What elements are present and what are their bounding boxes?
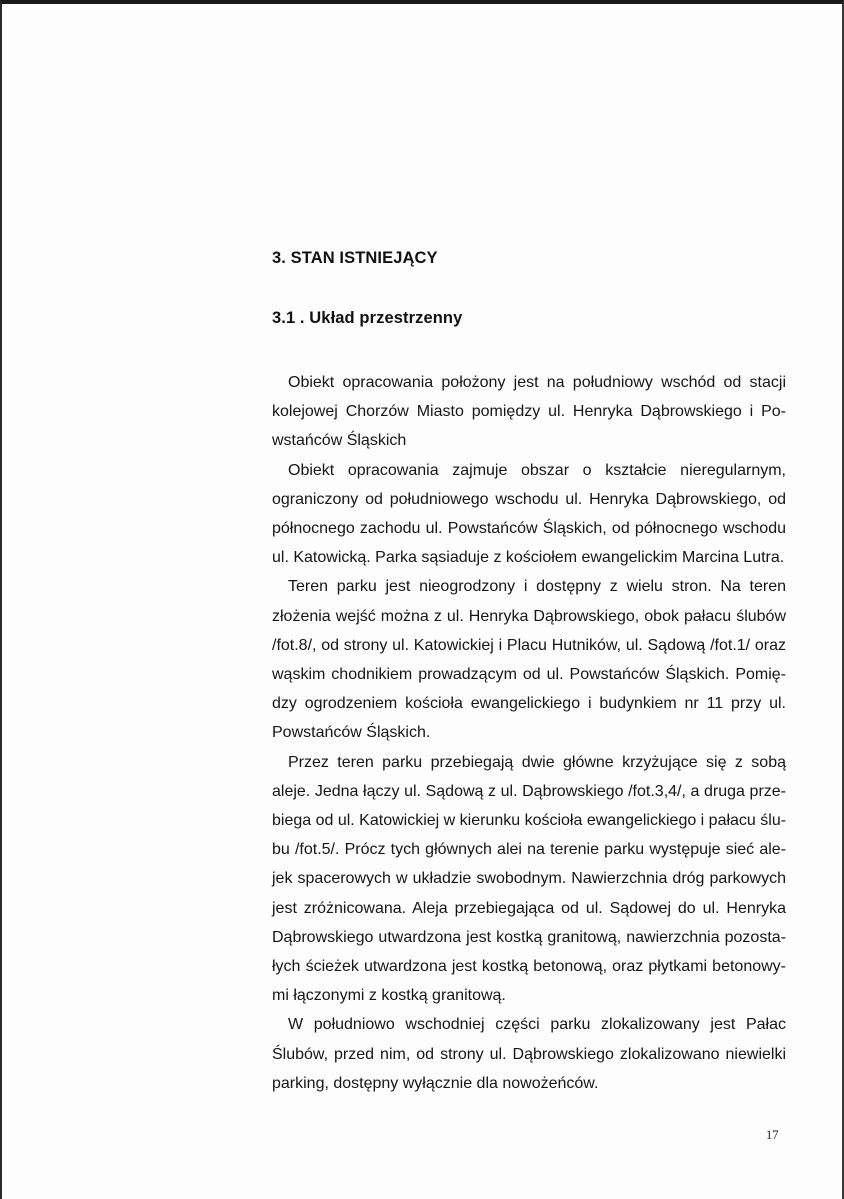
text-line: ul. Katowicką. Parka sąsiaduje z kościołem ewangelickim Marcina Lutra. — [272, 549, 785, 567]
text-line: północnego zachodu ul. Powstańców Śląskich, od północnego wschodu — [272, 520, 786, 538]
text-line: wstańców Śląskich — [272, 432, 407, 450]
paragraph-5 — [272, 1010, 786, 1098]
paragraph-4 — [272, 748, 786, 1011]
text-line: Przez teren parku przebiegają dwie główne krzyżujące się z sobą — [288, 753, 786, 771]
text-line: bu /fot.5/. Prócz tych głównych alei na terenie parku występuje sieć ale- — [272, 841, 786, 859]
subsection-heading: 3.1 . Układ przestrzenny — [272, 309, 463, 327]
text-line: Ślubów, przed nim, od strony ul. Dąbrowskiego zlokalizowano niewielki — [272, 1045, 786, 1063]
text-line: łych ścieżek utwardzona jest kostką betonową, oraz płytkami betonowy- — [272, 958, 786, 976]
paragraph-2 — [272, 456, 786, 573]
text-line: dzy ogrodzeniem kościoła ewangelickiego i budynkiem nr 11 przy ul. — [272, 695, 786, 713]
text-line: W południowo wschodniej części parku zlokalizowany jest Pałac — [288, 1016, 786, 1034]
text-line: jek spacerowych w układzie swobodnym. Nawierzchnia dróg parkowych — [272, 870, 786, 888]
text-line: Powstańców Śląskich. — [272, 724, 431, 742]
text-line: Dąbrowskiego utwardzona jest kostką granitową, nawierzchnia pozosta- — [272, 928, 786, 946]
text-line: Obiekt opracowania zajmuje obszar o kształcie nieregularnym, — [288, 461, 786, 479]
text-line: kolejowej Chorzów Miasto pomiędzy ul. Henryka Dąbrowskiego i Po- — [272, 403, 786, 421]
text-line: parking, dostępny wyłącznie dla nowożeńców. — [272, 1074, 599, 1092]
paragraph-1 — [272, 368, 786, 456]
body-text — [272, 368, 786, 1098]
text-line: /fot.8/, od strony ul. Katowickiej i Placu Hutników, ul. Sądową /fot.1/ oraz — [272, 636, 786, 654]
text-line: aleje. Jedna łączy ul. Sądową z ul. Dąbrowskiego /fot.3,4/, a druga prze- — [272, 782, 786, 800]
text-line: jest zróżnicowana. Aleja przebiegająca od ul. Sądowej do ul. Henryka — [272, 899, 786, 917]
text-line: Obiekt opracowania położony jest na południowy wschód od stacji — [288, 374, 786, 391]
text-line: biega od ul. Katowickiej w kierunku kościoła ewangelickiego i pałacu ślu- — [272, 812, 787, 830]
section-heading: 3. STAN ISTNIEJĄCY — [272, 249, 438, 267]
text-line: złożenia wejść można z ul. Henryka Dąbrowskiego, obok pałacu ślubów — [272, 607, 786, 625]
text-line: mi łączonymi z kostką granitową. — [272, 987, 506, 1005]
page-number: 17 — [766, 1128, 779, 1142]
text-line: wąskim chodnikiem prowadzącym od ul. Powstańców Śląskich. Pomię- — [272, 666, 786, 684]
text-line: ograniczony od południowego wschodu ul. Henryka Dąbrowskiego, od — [272, 490, 786, 508]
text-line: Teren parku jest nieogrodzony i dostępny z wielu stron. Na teren — [288, 578, 786, 596]
paragraph-3 — [272, 572, 786, 747]
